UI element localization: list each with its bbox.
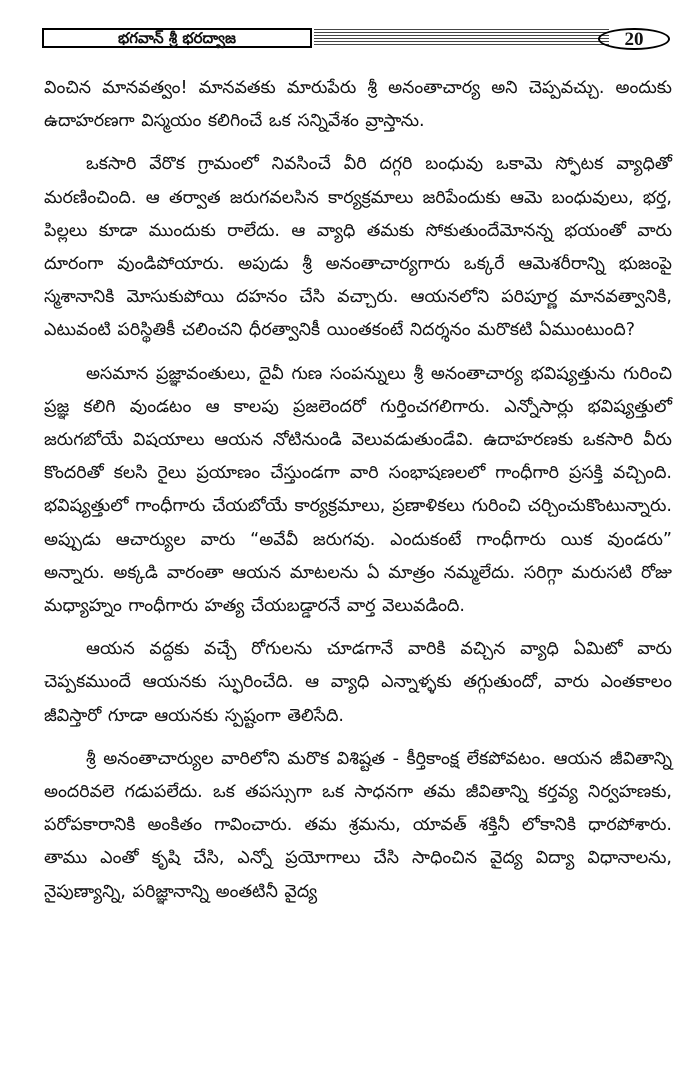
paragraph: ఆయన వద్దకు వచ్చే రోగులను చూడగానే వారికి వచ్చిన వ్యాధి ఏమిటో వారు చెప్పకముందే ఆయనకు స్ఫురించేది. ఆ వ్యాధి ఎన్నాళ్ళకు తగ్గుతుందో, వారు ఎంతకాలం జీవిస్తారో గూడా ఆయనకు స్పష్టంగా తెలిసేది.	[44, 639, 672, 726]
paragraph: వించిన మానవత్వం! మానవతకు మారుపేరు శ్రీ అనంతాచార్య అని చెప్పవచ్చు. అందుకు ఉదాహరణగా విస్మయం కలిగించే ఒక సన్నివేశం వ్రాస్తాను.	[44, 78, 672, 132]
page-body	[44, 72, 672, 919]
page-header	[42, 28, 672, 52]
header-rule-lines	[314, 29, 609, 49]
paragraph: అసమాన ప్రజ్ఞావంతులు, దైవీ గుణ సంపన్నులు శ్రీ అనంతాచార్య భవిష్యత్తును గురించి ప్రజ్ఞ కలిగి వుండటం ఆ కాలపు ప్రజలెందరో గుర్తించగలిగారు. ఎన్నోసార్లు భవిష్యత్తులో జరుగబోయే విషయాలు ఆయన నోటినుండి వెలువడుతుండేవి. ఉదాహరణకు ఒకసారి వీరు కొందరితో కలసి రైలు ప్రయాణం చేస్తుండగా వారి సంభాషణలలో గాంధీగారి ప్రసక్తి వచ్చింది. భవిష్యత్తులో గాంధీగారు చేయబోయే కార్యక్రమాలు, ప్రణాళికలు గురించి చర్చించుకొంటున్నారు. అప్పుడు ఆచార్యుల వారు “అవేవీ జరుగవు. ఎందుకంటే గాంధీగారు యిక వుండరు” అన్నారు. అక్కడి వారంతా ఆయన మాటలను ఏ మాత్రం నమ్మలేదు. సరిగ్గా మరుసటి రోజు మధ్యాహ్నం గాంధీగారు హత్య చేయబడ్డారనే వార్త వెలువడింది.	[44, 363, 672, 617]
page-number: 20	[598, 28, 670, 50]
paragraph: ఒకసారి వేరొక గ్రామంలో నివసించే వీరి దగ్గరి బంధువు ఒకామె స్ఫోటక వ్యాధితో మరణించింది. ఆ తర్వాత జరుగవలసిన కార్యక్రమాలు జరిపేందుకు ఆమె బంధువులు, భర్త, పిల్లలు కూడా ముందుకు రాలేదు. ఆ వ్యాధి తమకు సోకుతుందేమోనన్న భయంతో వారు దూరంగా వుండిపోయారు. అపుడు శ్రీ అనంతాచార్యగారు ఒక్కరే ఆమెశరీరాన్ని భుజంపై స్మశానానికి మోసుకుపోయి దహనం చేసి వచ్చారు. ఆయనలోని పరిపూర్ణ మానవత్వానికి, ఎటువంటి పరిస్థితికీ చలించని ధీరత్వానికీ యింతకంటే నిదర్శనం మరొకటి ఏముంటుంది?	[44, 154, 672, 341]
book-title: భగవాన్ శ్రీ భరద్వాజ	[42, 28, 312, 48]
paragraph: శ్రీ అనంతాచార్యుల వారిలోని మరొక విశిష్టత - కీర్తికాంక్ష లేకపోవటం. ఆయన జీవితాన్ని అందరివలె గడుపలేదు. ఒక తపస్సుగా ఒక సాధనగా తమ జీవితాన్ని కర్తవ్య నిర్వహణకు, పరోపకారానికి అంకితం గావించారు. తమ శ్రమను, యావత్ శక్తినీ లోకానికి ధారపోశారు. తాము ఎంతో కృషి చేసి, ఎన్నో ప్రయోగాలు చేసి సాధించిన వైద్య విద్యా విధానాలను, నైపుణ్యాన్ని, పరిజ్ఞానాన్ని అంతటినీ వైద్య	[44, 748, 672, 902]
